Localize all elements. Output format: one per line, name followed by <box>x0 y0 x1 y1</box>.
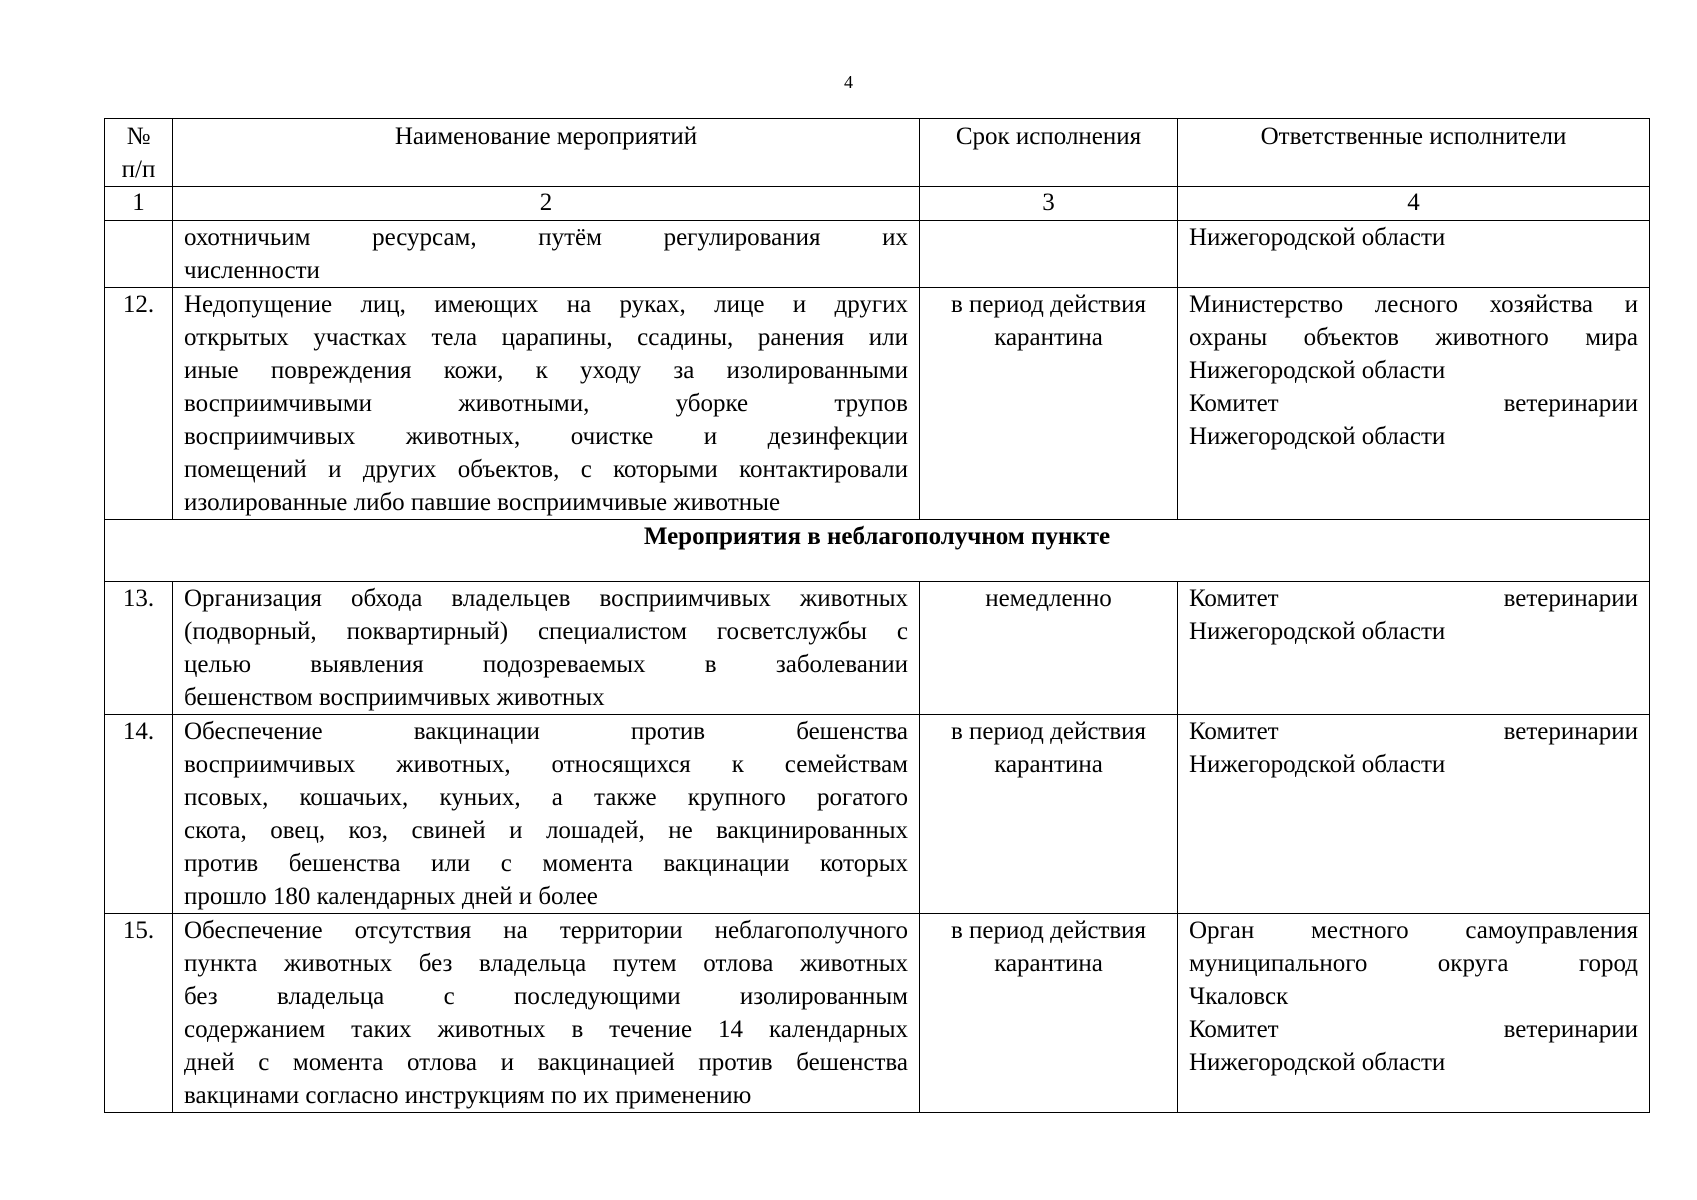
table-row-14 <box>105 715 1650 914</box>
responsible: Министерство лесного хозяйства и охраны объектов животного мира Нижегородской области Комитет ветеринарии Нижегородской области <box>1178 288 1650 520</box>
responsible: Нижегородской области <box>1178 221 1650 288</box>
responsible: Комитет ветеринарии Нижегородской области <box>1178 582 1650 715</box>
index-cell-3: 3 <box>920 187 1178 221</box>
responsible: Комитет ветеринарии Нижегородской области <box>1178 715 1650 914</box>
term: в период действия карантина <box>920 914 1178 1113</box>
row-number: 14. <box>105 715 173 914</box>
header-name: Наименование мероприятий <box>173 119 920 187</box>
section-title: Мероприятия в неблагополучном пункте <box>105 520 1650 582</box>
row-number: 15. <box>105 914 173 1113</box>
measure-name: Недопущение лиц, имеющих на руках, лице и других открытых участках тела царапины, ссадины, ранения или иные повреждения кожи, к уходу за изолированными восприимчивыми животными, уборке трупов восприимчивых животных, очистке и дезинфекции помещений и других объектов, с которыми контактировали изолированные либо павшие восприимчивые животные <box>173 288 920 520</box>
row-number: 13. <box>105 582 173 715</box>
table-row-15 <box>105 914 1650 1113</box>
term: в период действия карантина <box>920 288 1178 520</box>
responsible: Орган местного самоуправления муниципального округа город Чкаловск Комитет ветеринарии Нижегородской области <box>1178 914 1650 1113</box>
row-number <box>105 221 173 288</box>
term <box>920 221 1178 288</box>
measure-name: Организация обхода владельцев восприимчивых животных (подворный, поквартирный) специалистом госветслужбы с целью выявления подозреваемых в заболевании бешенством восприимчивых животных <box>173 582 920 715</box>
measure-name: охотничьим ресурсам, путём регулирования их численности <box>173 221 920 288</box>
term: в период действия карантина <box>920 715 1178 914</box>
measures-table <box>104 118 1650 1113</box>
index-cell-2: 2 <box>173 187 920 221</box>
section-row <box>105 520 1650 582</box>
table-header-row <box>105 119 1650 187</box>
table-row-12 <box>105 288 1650 520</box>
table-row-continued <box>105 221 1650 288</box>
header-term: Срок исполнения <box>920 119 1178 187</box>
measure-name: Обеспечение отсутствия на территории неблагополучного пункта животных без владельца путем отлова животных без владельца с последующими изолированным содержанием таких животных в течение 14 календарных дней с момента отлова и вакцинацией против бешенства вакцинами согласно инструкциям по их применению <box>173 914 920 1113</box>
page-number: 4 <box>844 72 853 92</box>
row-number: 12. <box>105 288 173 520</box>
term: немедленно <box>920 582 1178 715</box>
header-num: № п/п <box>105 119 173 187</box>
index-cell-1: 1 <box>105 187 173 221</box>
column-index-row <box>105 187 1650 221</box>
measure-name: Обеспечение вакцинации против бешенства восприимчивых животных, относящихся к семействам псовых, кошачьих, куньих, а также крупного рогатого скота, овец, коз, свиней и лошадей, не вакцинированных против бешенства или с момента вакцинации которых прошло 180 календарных дней и более <box>173 715 920 914</box>
index-cell-4: 4 <box>1178 187 1650 221</box>
header-responsible: Ответственные исполнители <box>1178 119 1650 187</box>
table-row-13 <box>105 582 1650 715</box>
